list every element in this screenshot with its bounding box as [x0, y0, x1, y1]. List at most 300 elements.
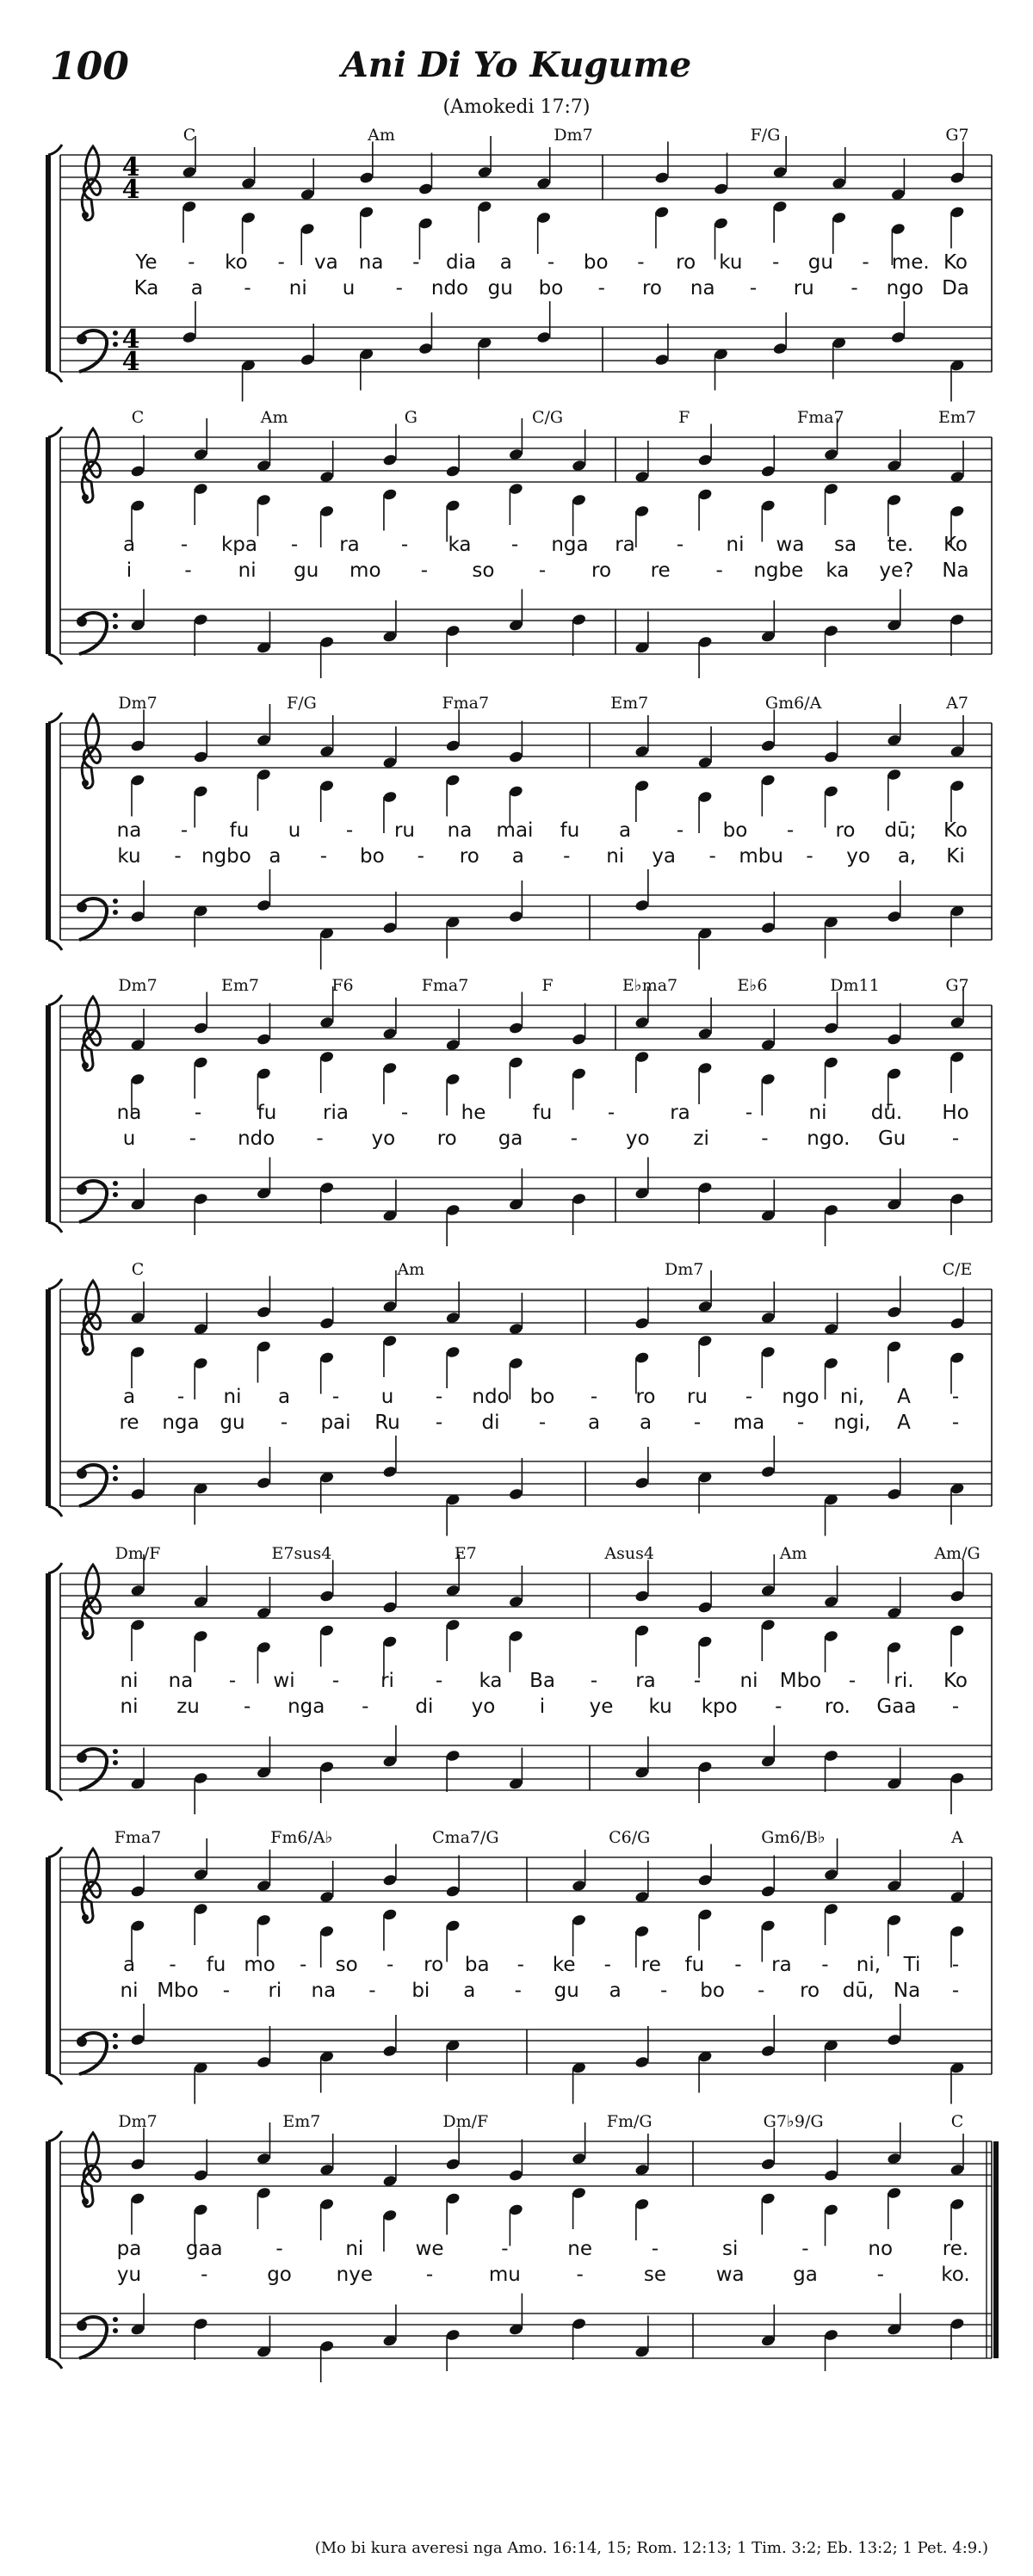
treble-note [508, 992, 523, 1035]
chord-symbol: Dm11 [830, 976, 880, 995]
alto-note [760, 1072, 776, 1115]
lyric-verse2: yo [846, 845, 870, 868]
bass-note [887, 2294, 902, 2337]
chord-symbol: Em7 [221, 976, 259, 995]
lyric-verse2: - [395, 277, 403, 300]
lyric-verse2: nye [336, 2264, 373, 2286]
lyric-verse2: ngi, [833, 1412, 871, 1434]
lyric-verse1: - [603, 1954, 611, 1976]
treble-note [257, 1577, 272, 1620]
lyric-verse2: a [269, 845, 281, 868]
lyric-verse2: Ru [374, 1412, 400, 1434]
lyric-verse1: - [951, 1386, 960, 1408]
treble-note [241, 147, 257, 190]
bass-note [319, 2050, 335, 2093]
treble-note [949, 2134, 965, 2177]
bass-note [257, 2026, 272, 2069]
lyric-verse1: ni [223, 1386, 242, 1408]
lyric-verse1: mai [496, 819, 534, 842]
lyric-verse2: - [693, 1412, 702, 1434]
alto-note [887, 768, 902, 811]
alto-note [319, 779, 335, 822]
lyric-verse1: fu [684, 1954, 705, 1976]
lyric-verse2: ro [641, 277, 663, 300]
bass-note [193, 1482, 208, 1525]
bass-staff [60, 327, 992, 372]
lyric-verse2: - [244, 277, 251, 300]
lyric-verse2: dū, [842, 1980, 875, 2002]
bass-note [572, 2317, 587, 2360]
bass-note [130, 880, 145, 924]
bass-note [697, 1471, 713, 1514]
bass-note [572, 2061, 587, 2104]
alto-note [359, 206, 374, 249]
bass-note [697, 2050, 713, 2093]
bass-note [760, 2015, 776, 2058]
lyric-verse1: ni [726, 534, 745, 556]
alto-note [572, 493, 587, 536]
lyric-verse1: ke [552, 1954, 576, 1976]
treble-note [193, 721, 208, 764]
lyric-verse2: bi [411, 1980, 430, 2002]
hymn-title: Ani Di Yo Kugume [341, 45, 692, 85]
lyric-verse1: - [275, 2238, 283, 2260]
lyric-verse1: va [314, 251, 338, 274]
treble-note [697, 1572, 713, 1615]
lyric-verse2: - [775, 1696, 782, 1718]
lyric-verse2: na [311, 1980, 337, 2002]
alto-note [257, 1640, 272, 1683]
lyric-verse1: ro [835, 819, 856, 842]
alto-note [257, 2186, 272, 2229]
lyric-verse1: ru [393, 819, 416, 842]
bass-note [257, 1737, 272, 1780]
treble-note [319, 1288, 335, 1331]
lyric-verse2: - [851, 277, 858, 300]
bass-note [319, 1471, 335, 1514]
treble-note [319, 1861, 335, 1904]
lyric-verse1: - [745, 1386, 753, 1408]
alto-note [445, 1345, 461, 1388]
bass-note [130, 1748, 145, 1791]
bass-clef [77, 2317, 118, 2358]
lyric-verse1: ngo [782, 1386, 820, 1408]
bass-note [382, 1180, 398, 1223]
lyric-verse2: ro [459, 845, 479, 868]
lyric-verse2: - [570, 1127, 578, 1150]
lyric-verse1: wa [776, 534, 805, 556]
lyric-verse1: ni [739, 1670, 758, 1692]
lyric-verse1: ra [339, 534, 360, 556]
treble-note [257, 1004, 272, 1047]
bass-note [193, 2061, 208, 2104]
lyric-verse1: Mbo [779, 1670, 822, 1692]
treble-clef [82, 997, 101, 1071]
lyric-verse2: mbu [739, 845, 783, 868]
chord-symbol: Dm7 [554, 126, 593, 145]
alto-note [824, 1356, 839, 1399]
treble-note [949, 1861, 965, 1904]
notation [0, 403, 1033, 730]
lyric-verse1: ba [464, 1954, 490, 1976]
bass-clef [77, 1181, 118, 1222]
alto-note [572, 2186, 587, 2229]
treble-note [824, 1566, 839, 1609]
bass-note [382, 2305, 398, 2348]
bass-note [536, 301, 552, 344]
lyric-verse1: fu [206, 1954, 226, 1976]
bass-note [382, 2015, 398, 2058]
treble-note [130, 2128, 145, 2171]
lyric-verse1: - [387, 1954, 394, 1976]
alto-note [508, 1629, 523, 1672]
bass-note [130, 1458, 145, 1501]
lyric-verse1: dū. [870, 1102, 903, 1124]
lyric-verse1: ni [808, 1102, 827, 1124]
chord-symbol: Cma7/G [432, 1828, 499, 1847]
lyric-verse1: - [676, 819, 684, 842]
lyric-verse1: nga [551, 534, 589, 556]
alto-note [130, 1345, 145, 1388]
lyric-verse2: - [368, 1980, 376, 2002]
treble-note [536, 147, 552, 190]
alto-note [824, 1629, 839, 1672]
treble-clef [82, 714, 101, 788]
chord-symbol: E♭6 [737, 976, 768, 995]
lyric-verse2: - [951, 1412, 960, 1434]
lyric-verse1: - [331, 1670, 340, 1692]
treble-note [760, 1282, 776, 1325]
lyric-verse2: - [243, 1696, 251, 1718]
treble-note [193, 1838, 208, 1881]
lyric-verse1: ni, [839, 1386, 865, 1408]
lyric-verse1: ku [719, 251, 743, 274]
lyric-verse2: ye? [879, 559, 914, 582]
lyric-verse2: - [538, 559, 547, 582]
alto-note [257, 493, 272, 536]
treble-note [445, 436, 461, 479]
lyric-verse1: - [400, 1102, 409, 1124]
treble-note [824, 2140, 839, 2183]
lyric-verse2: - [435, 1412, 443, 1434]
alto-note [241, 211, 257, 254]
lyric-verse2: a [511, 845, 524, 868]
lyric-verse1: - [290, 534, 299, 556]
lyric-verse1: ni [120, 1670, 139, 1692]
alto-note [634, 504, 650, 547]
bass-note [382, 892, 398, 935]
bass-note [760, 1436, 776, 1479]
lyric-verse1: no [868, 2238, 894, 2260]
alto-note [824, 1056, 839, 1099]
treble-note [300, 158, 315, 201]
lyric-verse1: - [194, 1102, 202, 1124]
alto-note [382, 2208, 398, 2252]
treble-note [382, 1572, 398, 1615]
bass-note [572, 1192, 587, 1235]
time-signature-bass [122, 324, 140, 377]
lyric-verse2: mo [349, 559, 381, 582]
chord-symbol: C [131, 1260, 145, 1279]
alto-note [193, 1629, 208, 1672]
bass-note [319, 1760, 335, 1803]
bass-note [697, 1181, 713, 1224]
lyric-verse1: pa [116, 2238, 142, 2260]
lyric-verse1: Ko [943, 1670, 968, 1692]
bass-note [634, 1447, 650, 1490]
lyric-verse1: a [122, 1386, 136, 1408]
bass-note [130, 1169, 145, 1212]
treble-note [760, 1554, 776, 1597]
lyric-verse2: ka [826, 559, 850, 582]
lyric-verse1: Ko [943, 251, 968, 274]
bass-note [508, 590, 523, 633]
lyric-verse1: - [821, 1954, 829, 1976]
lyric-verse2: a, [897, 845, 917, 868]
lyric-verse1: - [547, 251, 555, 274]
bass-note [634, 2316, 650, 2359]
alto-note [887, 1913, 902, 1956]
bass-note [508, 1169, 523, 1212]
chord-symbol: F6 [331, 976, 354, 995]
chord-symbol: G [404, 408, 418, 427]
bass-note [257, 869, 272, 912]
chord-symbol: G7♭9/G [763, 2112, 824, 2131]
lyric-verse1: fu [257, 1102, 277, 1124]
bass-note [508, 1748, 523, 1791]
lyric-verse2: Mbo [157, 1980, 199, 2002]
treble-note [382, 1270, 398, 1313]
lyric-verse2: gu [487, 277, 513, 300]
lyric-verse2: - [796, 1412, 805, 1434]
lyric-verse2: ro [436, 1127, 457, 1150]
lyric-verse1: ne [567, 2238, 592, 2260]
alto-note [697, 790, 713, 833]
lyric-verse1: si [721, 2238, 739, 2260]
bass-note [887, 1169, 902, 1212]
alto-note [634, 1624, 650, 1667]
music-system-7 [0, 1823, 1033, 2150]
lyric-verse2: Gu [877, 1127, 906, 1150]
lyric-verse2: Na [942, 559, 969, 582]
treble-note [760, 1009, 776, 1052]
lyric-verse1: u [288, 819, 301, 842]
treble-note [257, 704, 272, 747]
bass-staff [60, 1745, 992, 1790]
bass-note [887, 2004, 902, 2047]
lyric-verse1: te. [887, 534, 914, 556]
treble-note [382, 726, 398, 769]
chord-symbol: C/G [531, 408, 564, 427]
alto-note [654, 206, 670, 249]
lyric-verse2: - [184, 559, 192, 582]
lyric-verse2: ni [238, 559, 257, 582]
bass-note [824, 1749, 839, 1792]
alto-note [418, 217, 434, 260]
bass-clef [77, 899, 118, 940]
lyric-verse1: fu [560, 819, 580, 842]
bass-note [887, 1748, 902, 1791]
treble-note [130, 1856, 145, 1899]
bass-note [760, 2305, 776, 2348]
lyric-verse1: - [693, 1670, 702, 1692]
lyric-verse1: dū; [884, 819, 917, 842]
lyric-verse2: ga [793, 2264, 818, 2286]
lyric-verse2: ngo. [807, 1127, 851, 1150]
bass-note [319, 2339, 335, 2382]
music-system-6 [0, 1539, 1033, 1866]
lyric-verse1: - [590, 1670, 598, 1692]
notation [0, 1255, 1033, 1582]
lyric-verse2: A [897, 1412, 911, 1434]
treble-note [634, 1861, 650, 1904]
bass-note [697, 635, 713, 678]
svg-text:4: 4 [121, 152, 140, 182]
music-system-3 [0, 689, 1033, 1016]
lyric-verse1: - [848, 1670, 857, 1692]
treble-staff [60, 1573, 992, 1618]
chord-symbol: Am [779, 1544, 807, 1563]
lyric-verse2: ndo [238, 1127, 275, 1150]
alto-note [193, 1056, 208, 1099]
lyric-verse2: Ki [946, 845, 965, 868]
lyric-verse2: mu [488, 2264, 521, 2286]
treble-note [445, 1009, 461, 1052]
alto-note [508, 482, 523, 525]
lyric-verse2: nga [288, 1696, 325, 1718]
treble-note [130, 1282, 145, 1325]
alto-note [508, 1356, 523, 1399]
chord-symbol: F/G [750, 126, 781, 145]
bass-note [824, 624, 839, 667]
bass-clef [77, 1465, 118, 1506]
lyric-verse2: u [342, 277, 356, 300]
treble-note [887, 1276, 902, 1319]
lyric-verse2: go [267, 2264, 292, 2286]
bass-note [382, 1436, 398, 1479]
treble-clef [82, 429, 101, 503]
alto-note [445, 774, 461, 817]
hymn-number: 100 [50, 45, 129, 89]
treble-note [319, 1560, 335, 1603]
lyric-verse1: sa [833, 534, 857, 556]
scripture-footnote: (Mo bi kura averesi nga Amo. 16:14, 15; Rom. 12:13; 1 Tim. 3:2; Eb. 13:2; 1 Pet. 4:9.) [314, 2539, 988, 2557]
bass-note [949, 905, 965, 948]
chord-symbol: A7 [946, 694, 968, 713]
bass-note [257, 1447, 272, 1490]
lyric-verse2: - [597, 277, 605, 300]
bass-note [824, 2328, 839, 2371]
lyric-verse2: ku [117, 845, 141, 868]
treble-note [697, 998, 713, 1041]
alto-note [445, 1919, 461, 1962]
chord-symbol: Em7 [282, 2112, 321, 2131]
lyric-verse1: - [516, 1954, 524, 1976]
treble-note [418, 153, 434, 196]
lyric-verse2: di [481, 1412, 500, 1434]
lyric-verse1: Ko [943, 534, 968, 556]
chord-symbol: C [950, 2112, 964, 2131]
lyric-verse2: i [126, 559, 133, 582]
lyric-verse2: ma [733, 1412, 765, 1434]
bass-note [772, 312, 788, 355]
alto-note [572, 1067, 587, 1110]
lyric-verse2: - [876, 2264, 884, 2286]
alto-note [824, 1902, 839, 1945]
lyric-verse1: Ba [529, 1670, 555, 1692]
lyric-verse2: ni [606, 845, 625, 868]
chord-symbol: Fm/G [606, 2112, 653, 2131]
bass-clef [77, 330, 118, 372]
lyric-verse2: u [122, 1127, 136, 1150]
lyric-verse2: - [951, 1980, 960, 2002]
bass-note [824, 1493, 839, 1536]
bass-note [760, 1180, 776, 1223]
lyric-verse1: u [380, 1386, 394, 1408]
lyric-verse1: - [510, 534, 519, 556]
bass-note [359, 348, 374, 391]
lyric-verse1: - [331, 1386, 340, 1408]
lyric-verse1: na [358, 251, 384, 274]
treble-note [257, 429, 272, 473]
treble-note [130, 436, 145, 479]
alto-note [382, 1334, 398, 1377]
bass-note [572, 613, 587, 656]
alto-note [887, 1340, 902, 1383]
chord-symbol: F [541, 976, 554, 995]
lyric-verse2: gu [554, 1980, 579, 2002]
alto-note [319, 1050, 335, 1093]
chord-symbol: Fma7 [442, 694, 490, 713]
chord-symbol: F/G [287, 694, 317, 713]
treble-note [949, 142, 965, 185]
bass-note [508, 880, 523, 924]
treble-note [887, 1577, 902, 1620]
bass-note [445, 1203, 461, 1246]
lyric-verse1: na [168, 1670, 194, 1692]
bass-note [949, 2061, 965, 2104]
treble-clef [82, 2133, 101, 2207]
alto-note [697, 488, 713, 531]
lyric-verse1: na [116, 819, 142, 842]
lyric-verse1: - [745, 1102, 753, 1124]
bass-note [319, 927, 335, 970]
bass-note [887, 590, 902, 633]
alto-note [193, 1902, 208, 1945]
treble-note [634, 1560, 650, 1603]
treble-note [949, 715, 965, 758]
lyric-verse2: ngbo [201, 845, 251, 868]
bass-note [193, 905, 208, 948]
treble-note [572, 2122, 587, 2165]
svg-text:4: 4 [121, 324, 140, 355]
lyric-verse2: a [609, 1980, 622, 2002]
alto-note [824, 482, 839, 525]
treble-note [382, 998, 398, 1041]
alto-note [832, 211, 847, 254]
lyric-verse2: - [280, 1412, 288, 1434]
final-barline [993, 2141, 999, 2358]
treble-note [193, 992, 208, 1035]
lyric-verse1: - [801, 2238, 809, 2260]
lyric-verse2: bo [360, 845, 385, 868]
alto-note [949, 1050, 965, 1093]
chord-symbol: Dm7 [118, 2112, 158, 2131]
lyric-verse2: - [749, 277, 758, 300]
lyric-verse2: - [708, 845, 716, 868]
lyric-verse2: - [576, 2264, 584, 2286]
lyric-verse2: ya [652, 845, 677, 868]
